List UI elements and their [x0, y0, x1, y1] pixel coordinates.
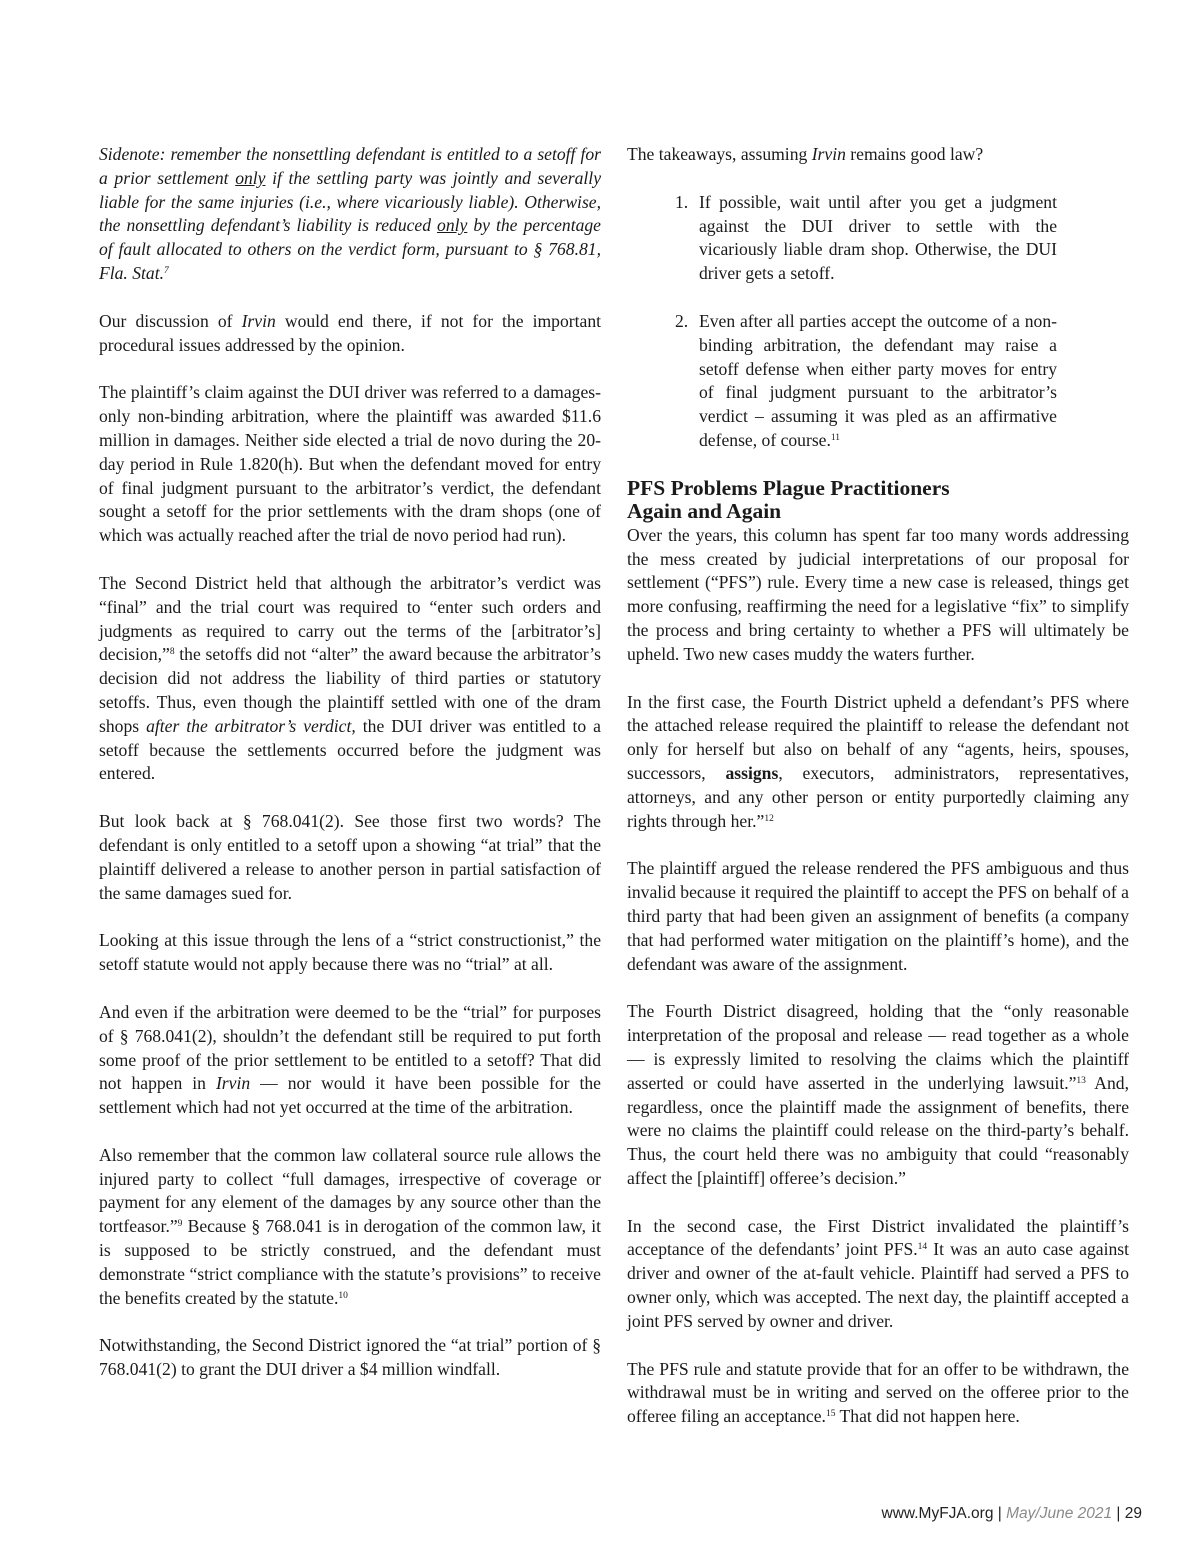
paragraph-second-case: In the second case, the First District invalidated the plaintiff’s acceptance of the defendants’ joint PFS.$^{14}$ It was an auto case against driver and owner of the at-fault vehicle. Plaintiff had served a PFS to owner only, which was accepted. The next day, the plaintiff accepted a joint PFS served by owner and driver.: [627, 1215, 1129, 1331]
paragraph-arbitration: The plaintiff’s claim against the DUI driver was referred to a damages-only non-binding arbitration, where the plaintiff was awarded $11.6 million in damages. Neither side elected a trial de novo during the 20-day period in Rule 1.820(h). But when the defendant moved for entry of final judgment pursuant to the arbitrator’s verdict, the defendant sought a setoff for the prior settlements with the dram shops (one of which was actually reached after the trial de novo period had run).: [99, 382, 601, 546]
paragraph-pfs-over-the-years: Over the years, this column has spent far too many words addressing the mess created by judicial interpretations of our proposal for settlement (“PFS”) rule. Every time a new case is released, things get more confusing, reaffirming the need for a legislative “fix” to simplify the process and bring certainty to whether a PFS will ultimately be upheld. Two new cases muddy the waters further.: [627, 524, 1129, 664]
footnote-ref-12: 12: [764, 813, 774, 824]
paragraph-look-back: But look back at § 768.041(2). See those first two words? The defendant is only entitled to a setoff upon a showing “at trial” that the plaintiff delivered a release to another person in partial satisfaction of the same damages sued for.: [99, 811, 601, 903]
takeaways-list: [627, 191, 1129, 453]
footer-website: www.MyFJA.org: [881, 1505, 994, 1522]
paragraph-collateral-source: Also remember that the common law collateral source rule allows the injured party to collect “full damages, irrespective of coverage or payment for any element of the damages by any source other than the tortfeasor.”$^9$ Because § 768.041 is in derogation of the common law, it is supposed to be strictly construed, and the defendant must demonstrate “strict compliance with the statute’s provisions” to receive the benefits created by the statute.$^{10}$: [99, 1144, 601, 1308]
page-number: 29: [1124, 1505, 1142, 1522]
left-column: [99, 143, 601, 1406]
paragraph-pfs-rule-withdrawal: The PFS rule and statute provide that for an offer to be withdrawn, the withdrawal must be in writing and served on the offeree prior to the offeree filing an acceptance.$^{15}$ That did not happen here.: [627, 1358, 1129, 1427]
footnote-ref-8: 8: [169, 647, 175, 658]
paragraph-second-district-held: The Second District held that although the arbitrator’s verdict was “final” and the trial court was required to “enter such orders and judgments as required to carry out the terms of the [arbitrator’s] decision,”$^8$ the setoffs did not “alter” the award because the arbitrator’s decision did not address the liability of third parties or statutory setoffs. Thus, even though the plaintiff settled with one of the dram shops after the arbitrator’s verdict, the DUI driver was entitled to a setoff because the settlements occurred before the judgment was entered.: [99, 572, 601, 784]
sidenote-paragraph: Sidenote: remember the nonsettling defendant is entitled to a setoff for a prior settlement only if the settling party was jointly and severally liable for the same injuries (i.e., where vicariously liable). Otherwise, the nonsettling defendant’s liability is reduced only by the percentage of fault allocated to others on the verdict form, pursuant to § 768.81, Fla. Stat.$^7$: [99, 144, 601, 283]
paragraph-first-case: In the first case, the Fourth District upheld a defendant’s PFS where the attached release required the plaintiff to release the defendant not only for herself but also on behalf of any “agents, heirs, spouses, successors, assigns, executors, administrators, representatives, attorneys, and any other person or entity purportedly claiming any rights through her.”$^{12}$: [627, 691, 1129, 831]
paragraph-plaintiff-argued: The plaintiff argued the release rendered the PFS ambiguous and thus invalid because it required the plaintiff to accept the PFS on behalf of a third party that had been given an assignment of benefits (a company that had performed water mitigation on the plaintiff’s home), and the defendant was aware of the assignment.: [627, 858, 1129, 974]
paragraph-takeaways-intro: The takeaways, assuming Irvin remains good law?: [627, 144, 984, 164]
footnote-ref-14: 14: [917, 1242, 928, 1253]
footer-issue: May/June 2021: [1006, 1505, 1113, 1522]
section-heading: PFS Problems Plague Practitioners Again and Again: [627, 475, 950, 523]
paragraph-fourth-district-disagreed: The Fourth District disagreed, holding that the “only reasonable interpretation of the proposal and release — read together as a whole — is expressly limited to resolving the claims which the plaintiff asserted or could have asserted in the underlying lawsuit.”$^{13}$ And, regardless, once the plaintiff made the assignment of benefits, there were no claims the plaintiff could release on the third-party’s behalf. Thus, the court held there was no ambiguity that could “reasonably affect the [plaintiff] offeree’s decision.”: [627, 1001, 1129, 1188]
right-column: [627, 143, 1129, 1453]
footnote-ref-9: 9: [177, 1219, 183, 1230]
footnote-ref-11: 11: [830, 432, 841, 443]
paragraph-strict-constructionist: Looking at this issue through the lens of a “strict constructionist,” the setoff statute would not apply because there was no “trial” at all.: [99, 930, 601, 975]
paragraph-irvin-discussion: Our discussion of Irvin would end there, if not for the important procedural issues addressed by the opinion.: [99, 310, 602, 355]
list-item: 2. Even after all parties accept the outcome of a non-binding arbitration, the defendant may raise a setoff defense when either party moves for entry of final judgment pursuant to the arbitrator’s verdict – assuming it was pled as an affirmative defense, of course.$^{11}$: [675, 310, 1057, 450]
page-footer: www.MyFJA.org | May/June 2021 | 29: [881, 1505, 1142, 1522]
footnote-ref-10: 10: [338, 1290, 348, 1301]
paragraph-notwithstanding: Notwithstanding, the Second District ignored the “at trial” portion of § 768.041(2) to grant the DUI driver a $4 million windfall.: [99, 1335, 601, 1380]
footnote-ref-15: 15: [825, 1409, 836, 1420]
list-item: 1. If possible, wait until after you get a judgment against the DUI driver to settle with the vicariously liable dram shop. Otherwise, the DUI driver gets a setoff.: [675, 191, 1057, 284]
footnote-ref-7: 7: [164, 265, 169, 276]
paragraph-even-if-arbitration: And even if the arbitration were deemed to be the “trial” for purposes of § 768.041(2), shouldn’t the defendant still be required to put forth some proof of the prior settlement to be entitled to a setoff? That did not happen in Irvin — nor would it have been possible for the settlement which had not yet occurred at the time of the arbitration.: [99, 1001, 601, 1118]
footnote-ref-13: 13: [1076, 1075, 1086, 1086]
